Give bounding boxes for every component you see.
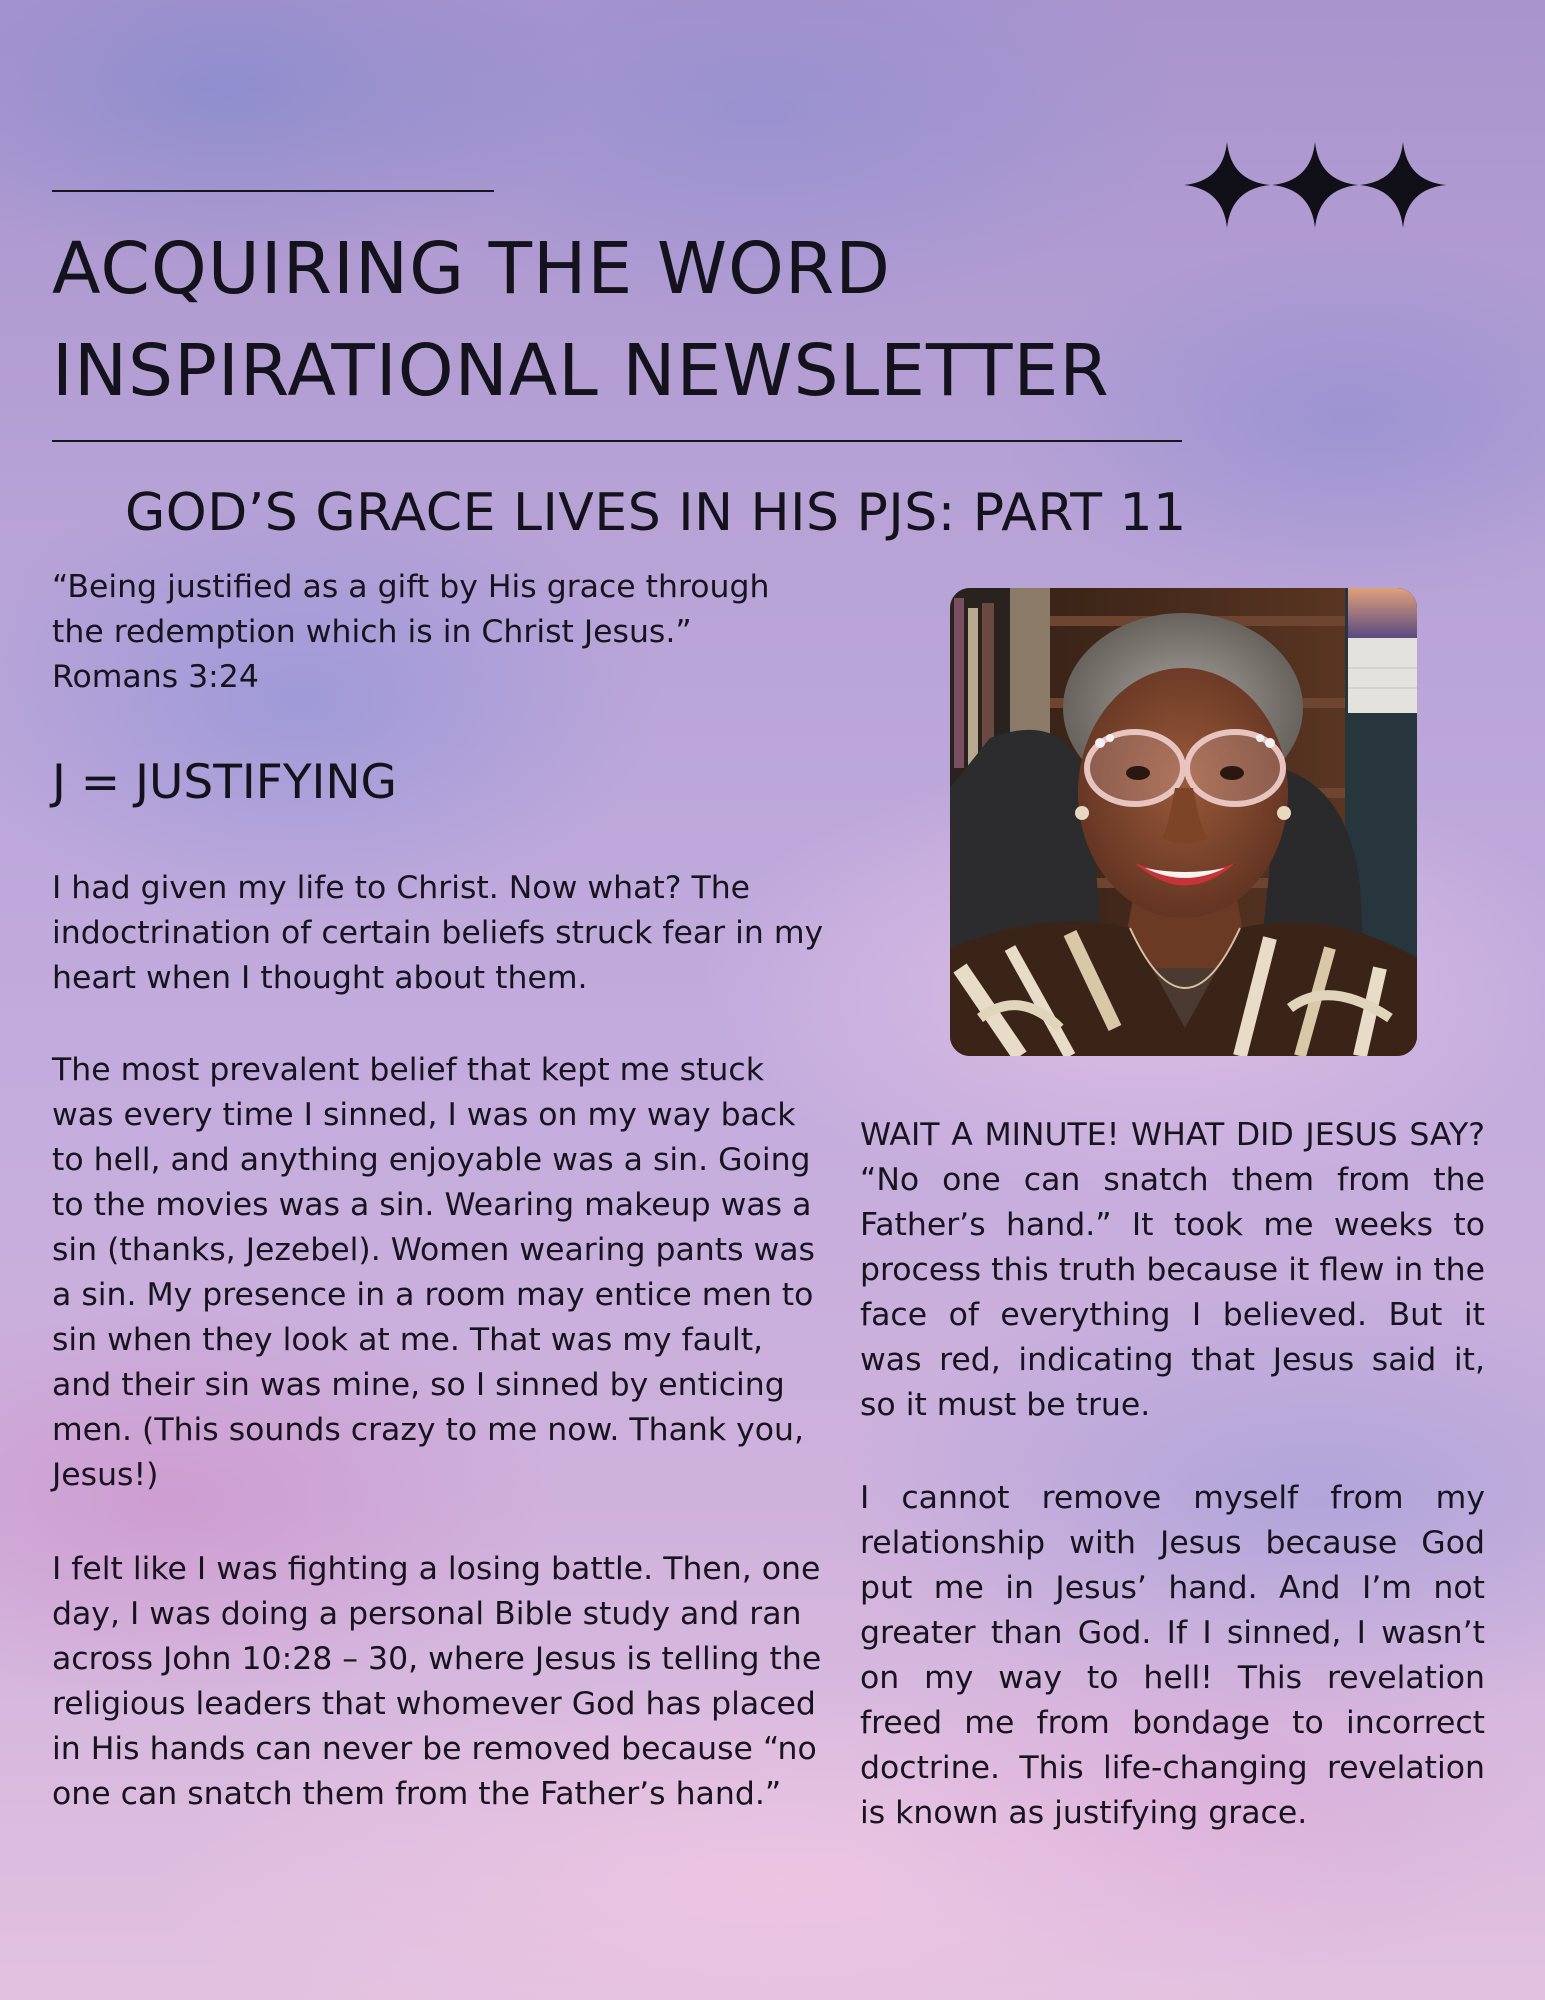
three-sparkle-stars-icon: [1182, 140, 1448, 230]
right-paragraph-2: I cannot remove myself from my relationship with Jesus because God put me in Jesus’ hand. And I’m not greater than God. If I sinned, I wasn’t on my way to hell! This revelation freed me from bondage to incorrect doctrine. This life-changing revelation is known as justifying grace.: [860, 1480, 1485, 1831]
right-paragraph-1: WAIT A MINUTE! WHAT DID JESUS SAY? “No one can snatch them from the Father’s hand.” It took me weeks to process this truth because it flew in the face of everything I believed. But it was red, indicating that Jesus said it, so it must be true.: [860, 1117, 1485, 1423]
section-heading: J = JUSTIFYING: [52, 755, 397, 810]
left-paragraph-1: I had given my life to Christ. Now what? The indoctrination of certain beliefs struck fear in my heart when I thought about them.: [52, 870, 824, 996]
title-line-1: ACQUIRING THE WORD: [52, 227, 891, 310]
author-portrait-photo: [950, 588, 1417, 1056]
title-divider-line: [52, 440, 1182, 442]
scripture-reference: Romans 3:24: [52, 659, 259, 695]
scripture-quote: [52, 565, 832, 700]
scripture-quote-line-1: “Being justified as a gift by His grace through: [52, 569, 770, 605]
title-line-2: INSPIRATIONAL NEWSLETTER: [52, 329, 1110, 412]
top-divider-line: [52, 190, 494, 192]
left-paragraph-3: I felt like I was fighting a losing battle. Then, one day, I was doing a personal Bible study and ran across John 10:28 – 30, where Jesus is telling the religious leaders that whomever God has placed in His hands can never be removed because “no one can snatch them from the Father’s hand.”: [52, 1551, 822, 1812]
newsletter-title: [52, 218, 1110, 422]
scripture-quote-line-2: the redemption which is in Christ Jesus.”: [52, 614, 692, 650]
article-subtitle: GOD’S GRACE LIVES IN HIS PJS: PART 11: [125, 483, 1187, 543]
left-paragraph-2: The most prevalent belief that kept me stuck was every time I sinned, I was on my way back to hell, and anything enjoyable was a sin. Going to the movies was a sin. Wearing makeup was a sin (thanks, Jezebel). Women wearing pants was a sin. My presence in a room may entice men to sin when they look at me. That was my fault, and their sin was mine, so I sinned by enticing men. (This sounds crazy to me now. Thank you, Jesus!): [52, 1052, 815, 1493]
